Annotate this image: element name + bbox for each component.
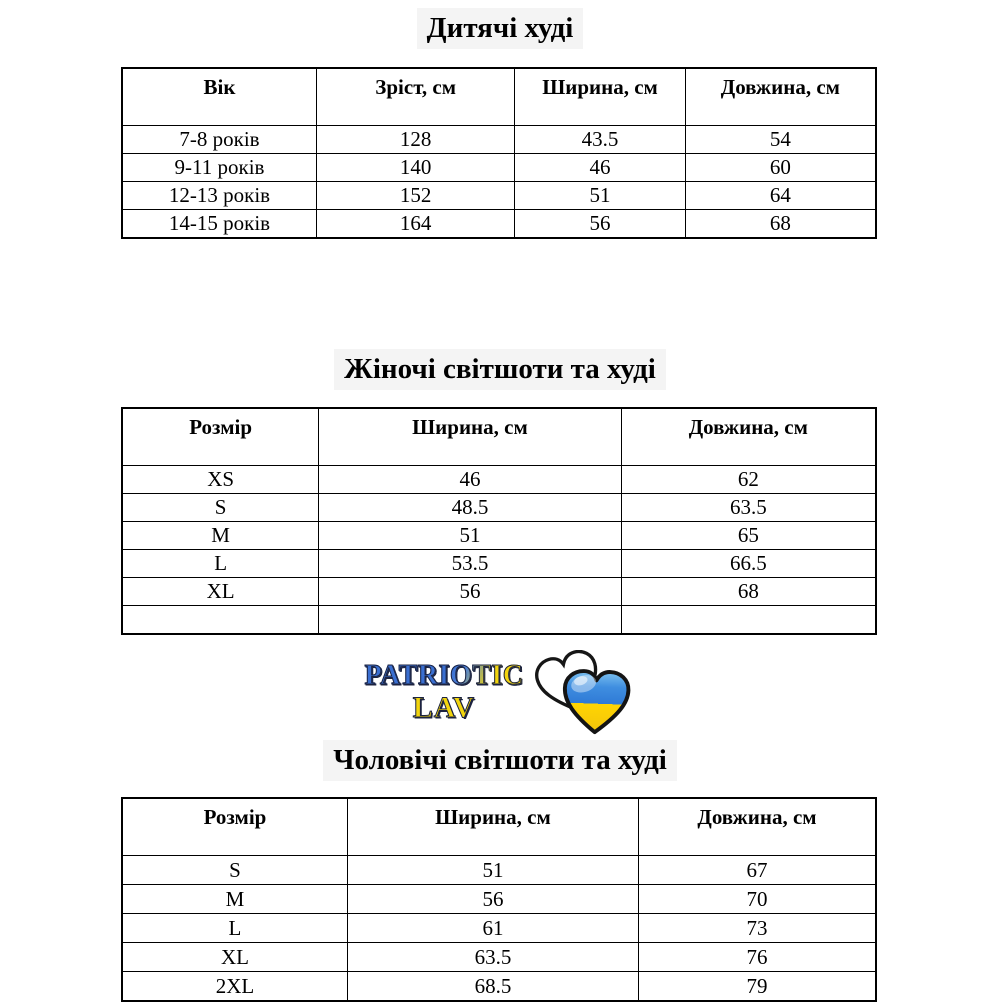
cell-width-cm: 46 (319, 466, 621, 494)
table-row (122, 466, 876, 494)
logo-brand-line2: LAV (412, 690, 476, 724)
table-row (122, 885, 876, 914)
table-row (122, 578, 876, 606)
cell-size: L (122, 550, 319, 578)
cell-size (122, 606, 319, 635)
cell-size: XL (122, 943, 347, 972)
cell-width-cm: 53.5 (319, 550, 621, 578)
cell-length-cm: 73 (638, 914, 876, 943)
men-table-header-row (122, 798, 876, 856)
cell-length-cm: 63.5 (621, 494, 876, 522)
cell-height-cm: 152 (317, 182, 515, 210)
header-width-cm: Ширина, см (347, 798, 638, 856)
cell-width-cm: 68.5 (347, 972, 638, 1002)
cell-length-cm: 62 (621, 466, 876, 494)
kids-table-title (0, 0, 1000, 49)
cell-length-cm (621, 606, 876, 635)
cell-height-cm: 128 (317, 126, 515, 154)
cell-length-cm: 64 (685, 182, 876, 210)
cell-width-cm: 56 (347, 885, 638, 914)
cell-width-cm: 56 (515, 210, 685, 239)
table-row-empty (122, 606, 876, 635)
flag-heart-icon (563, 670, 629, 733)
cell-width-cm: 51 (319, 522, 621, 550)
cell-length-cm: 60 (685, 154, 876, 182)
ukraine-flag-hearts-icon (528, 650, 636, 740)
table-row (122, 943, 876, 972)
cell-age: 14-15 років (122, 210, 317, 239)
cell-width-cm: 43.5 (515, 126, 685, 154)
header-width-cm: Ширина, см (515, 68, 685, 126)
table-row (122, 522, 876, 550)
cell-width-cm: 48.5 (319, 494, 621, 522)
table-row (122, 550, 876, 578)
header-length-cm: Довжина, см (638, 798, 876, 856)
cell-length-cm: 67 (638, 856, 876, 885)
cell-width-cm: 51 (515, 182, 685, 210)
cell-size: L (122, 914, 347, 943)
cell-height-cm: 164 (317, 210, 515, 239)
kids-size-table (121, 67, 877, 239)
cell-size: XL (122, 578, 319, 606)
table-row (122, 972, 876, 1002)
table-row (122, 914, 876, 943)
cell-width-cm (319, 606, 621, 635)
header-width-cm: Ширина, см (319, 408, 621, 466)
table-row (122, 494, 876, 522)
kids-table-header-row (122, 68, 876, 126)
cell-width-cm: 51 (347, 856, 638, 885)
cell-size: S (122, 856, 347, 885)
cell-width-cm: 46 (515, 154, 685, 182)
header-age: Вік (122, 68, 317, 126)
men-size-table (121, 797, 877, 1002)
cell-age: 9-11 років (122, 154, 317, 182)
cell-size: 2XL (122, 972, 347, 1002)
header-height-cm: Зріст, см (317, 68, 515, 126)
men-table-title-text: Чоловічі світшоти та худі (323, 740, 677, 781)
table-row (122, 856, 876, 885)
header-size: Розмір (122, 408, 319, 466)
header-length-cm: Довжина, см (685, 68, 876, 126)
cell-size: S (122, 494, 319, 522)
cell-length-cm: 68 (685, 210, 876, 239)
women-table-title (0, 349, 1000, 390)
cell-width-cm: 63.5 (347, 943, 638, 972)
women-table-title-text: Жіночі світшоти та худі (334, 349, 666, 390)
cell-length-cm: 79 (638, 972, 876, 1002)
cell-length-cm: 70 (638, 885, 876, 914)
table-row (122, 210, 876, 239)
cell-length-cm: 54 (685, 126, 876, 154)
table-row (122, 126, 876, 154)
cell-size: XS (122, 466, 319, 494)
cell-length-cm: 68 (621, 578, 876, 606)
cell-height-cm: 140 (317, 154, 515, 182)
header-length-cm: Довжина, см (621, 408, 876, 466)
cell-length-cm: 66.5 (621, 550, 876, 578)
women-size-table (121, 407, 877, 635)
table-row (122, 182, 876, 210)
cell-age: 12-13 років (122, 182, 317, 210)
patriotic-lav-logo (0, 650, 1000, 740)
cell-length-cm: 65 (621, 522, 876, 550)
cell-size: M (122, 885, 347, 914)
header-size: Розмір (122, 798, 347, 856)
table-row (122, 154, 876, 182)
cell-age: 7-8 років (122, 126, 317, 154)
men-table-title (0, 740, 1000, 781)
cell-width-cm: 56 (319, 578, 621, 606)
women-table-header-row (122, 408, 876, 466)
cell-width-cm: 61 (347, 914, 638, 943)
cell-length-cm: 76 (638, 943, 876, 972)
cell-size: M (122, 522, 319, 550)
kids-table-title-text: Дитячі худі (417, 8, 584, 49)
logo-text (364, 659, 524, 724)
logo-brand-line1: PATRIOTIC (364, 659, 524, 691)
